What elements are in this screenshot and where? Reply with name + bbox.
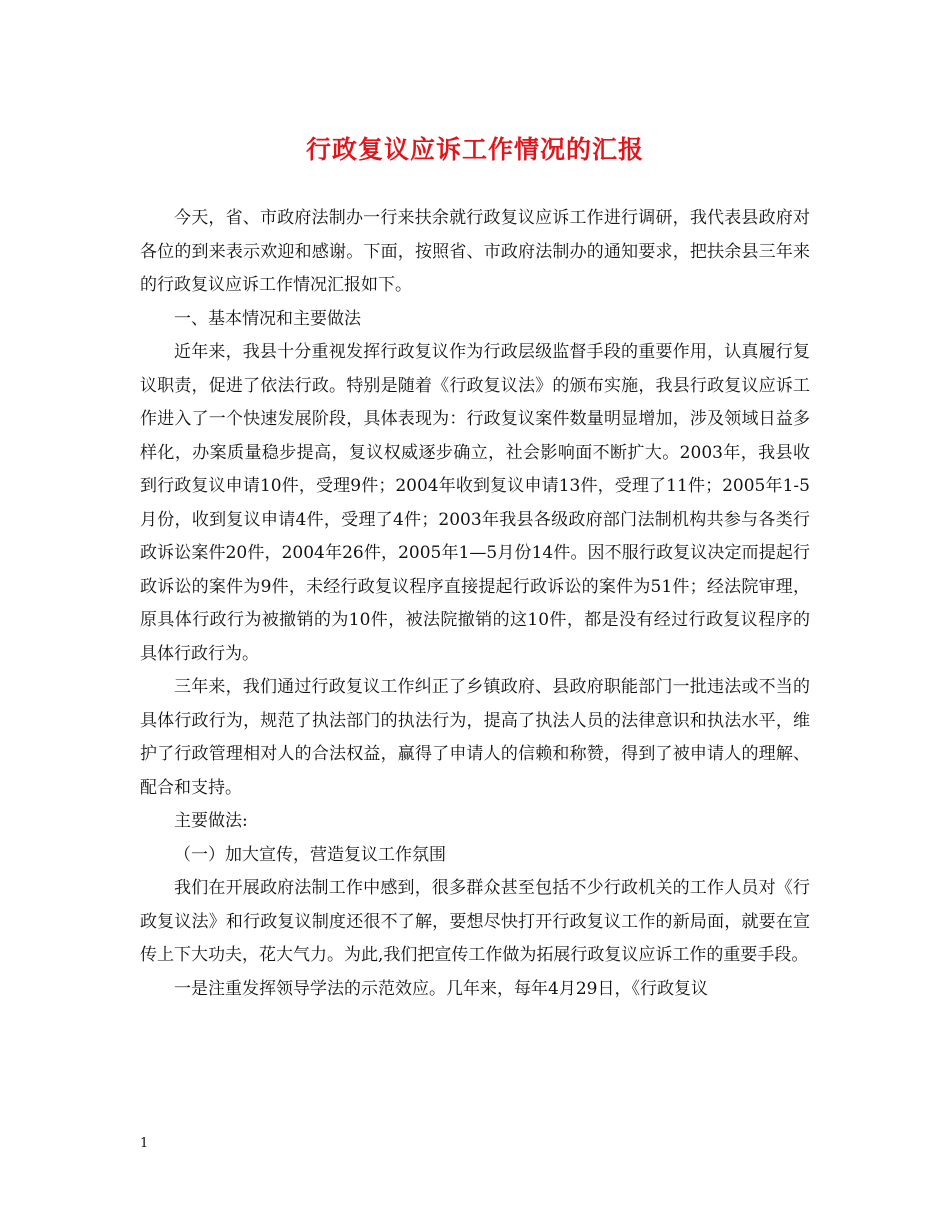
paragraph-publicity: 我们在开展政府法制工作中感到，很多群众甚至包括不少行政机关的工作人员对《行政复议法》和行政复议制度还很不了解，要想尽快打开行政复议工作的新局面，就要在宣传上下大功夫，花大气力。为此,我们把宣传工作做为拓展行政复议应诉工作的重要手段。 xyxy=(140,878,810,965)
document-body xyxy=(140,202,810,1006)
section-heading-basic: 一、基本情况和主要做法 xyxy=(174,308,361,329)
paragraph-leadership: 一是注重发挥领导学法的示范效应。几年来，每年4月29日，《行政复议 xyxy=(174,978,708,999)
paragraph-intro: 今天，省、市政府法制办一行来扶余就行政复议应诉工作进行调研，我代表县政府对各位的到来表示欢迎和感谢。下面，按照省、市政府法制办的通知要求，把扶余县三年来的行政复议应诉工作情况汇报如下。 xyxy=(140,208,810,295)
paragraph-three-years: 三年来，我们通过行政复议工作纠正了乡镇政府、县政府职能部门一批违法或不当的具体行政行为，规范了执法部门的执法行为，提高了执法人员的法律意识和执法水平，维护了行政管理相对人的合法权益，赢得了申请人的信赖和称赞，得到了被申请人的理解、配合和支持。 xyxy=(140,677,810,798)
document-title: 行政复议应诉工作情况的汇报 xyxy=(305,135,644,164)
paragraph-recent-years: 近年来，我县十分重视发挥行政复议作为行政层级监督手段的重要作用，认真履行复议职责，促进了依法行政。特别是随着《行政复议法》的颁布实施，我县行政复议应诉工作进入了一个快速发展阶段，具体表现为：行政复议案件数量明显增加，涉及领域日益多样化，办案质量稳步提高，复议权威逐步确立，社会影响面不断扩大。2003年，我县收到行政复议申请10件，受理9件；2004年收到复议申请13件，受理了11件；2005年1-5月份，收到复议申请4件，受理了4件；2003年我县各级政府部门法制机构共参与各类行政诉讼案件20件，2004年26件，2005年1—5月份14件。因不服行政复议决定而提起行政诉讼的案件为9件，未经行政复议程序直接提起行政诉讼的案件为51件；经法院审理，原具体行政行为被撤销的为10件，被法院撤销的这10件，都是没有经过行政复议程序的具体行政行为。 xyxy=(140,342,810,664)
subheading-main-methods: 主要做法: xyxy=(174,811,248,831)
subheading-publicity: （一）加大宣传，营造复议工作氛围 xyxy=(174,844,446,865)
page-number: 1 xyxy=(140,1136,149,1151)
